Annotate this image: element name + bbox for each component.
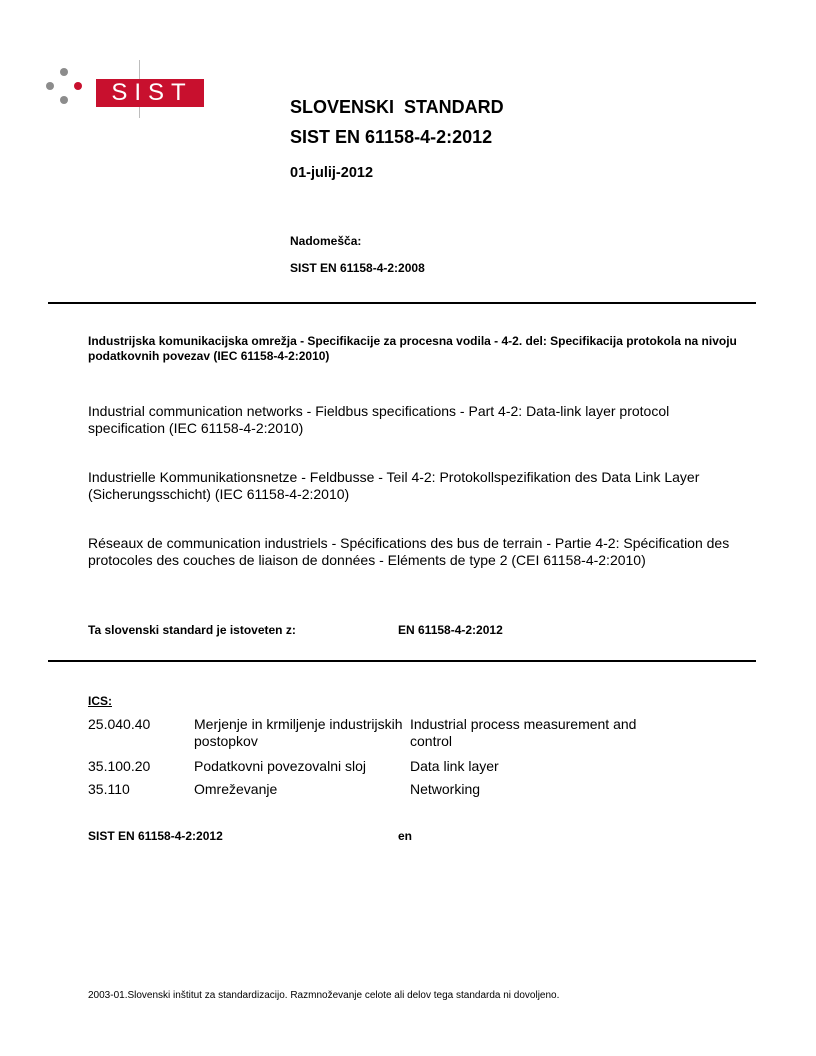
ics-description-sl: Podatkovni povezovalni sloj: [194, 758, 366, 774]
publication-date: 01-julij-2012: [290, 165, 374, 181]
title-slovenian: Industrijska komunikacijska omrežja - Specifikacije za procesna vodila - 4-2. del: Specifikacija protokola na nivoju podatkovnih povezav (IEC 61158-4-2:2010): [88, 334, 737, 363]
footer-standard-code: SIST EN 61158-4-2:2012: [88, 829, 223, 843]
ics-description-sl: Omreževanje: [194, 781, 278, 797]
replaces-code: SIST EN 61158-4-2:2008: [290, 261, 425, 275]
logo-dot-red: [74, 82, 82, 90]
standard-type-title: SLOVENSKI STANDARD: [290, 97, 504, 117]
title-french: Réseaux de communication industriels - Spécifications des bus de terrain - Partie 4-2: Spécification des protocoles des couches de liaison de données - Eléments de type 2 (CEI 61158-4-2:2010): [88, 535, 730, 568]
ics-code: 25.040.40: [88, 716, 151, 732]
ics-code: 35.110: [88, 781, 130, 797]
logo-dot: [46, 82, 54, 90]
sist-logo: SIST: [96, 79, 204, 107]
copyright-notice: 2003-01.Slovenski inštitut za standardizacijo. Razmnoževanje celote ali delov tega standarda ni dovoljeno.: [88, 990, 560, 1001]
identical-value: EN 61158-4-2:2012: [398, 623, 503, 637]
ics-code: 35.100.20: [88, 758, 151, 774]
logo-dot: [60, 96, 68, 104]
ics-description-en: Industrial process measurement and control: [410, 716, 637, 749]
title-english: Industrial communication networks - Fieldbus specifications - Part 4-2: Data-link layer protocol specification (IEC 61158-4-2:2010): [88, 403, 670, 436]
title-german: Industrielle Kommunikationsnetze - Feldbusse - Teil 4-2: Protokollspezifikation des Data Link Layer (Sicherungsschicht) (IEC 61158-4-2:2010): [88, 469, 700, 502]
logo-dot: [60, 68, 68, 76]
footer-language: en: [398, 829, 413, 843]
ics-description-sl: Merjenje in krmiljenje industrijskih postopkov: [194, 716, 403, 749]
divider-top: [48, 302, 756, 304]
sist-logo-dots: [46, 68, 86, 108]
ics-description-en: Networking: [410, 781, 481, 797]
identical-label: Ta slovenski standard je istoveten z:: [88, 623, 296, 637]
ics-label: ICS:: [88, 694, 112, 708]
standard-code: SIST EN 61158-4-2:2012: [290, 127, 493, 147]
divider-middle: [48, 660, 756, 662]
replaces-label: Nadomešča:: [290, 234, 362, 248]
ics-description-en: Data link layer: [410, 758, 499, 774]
